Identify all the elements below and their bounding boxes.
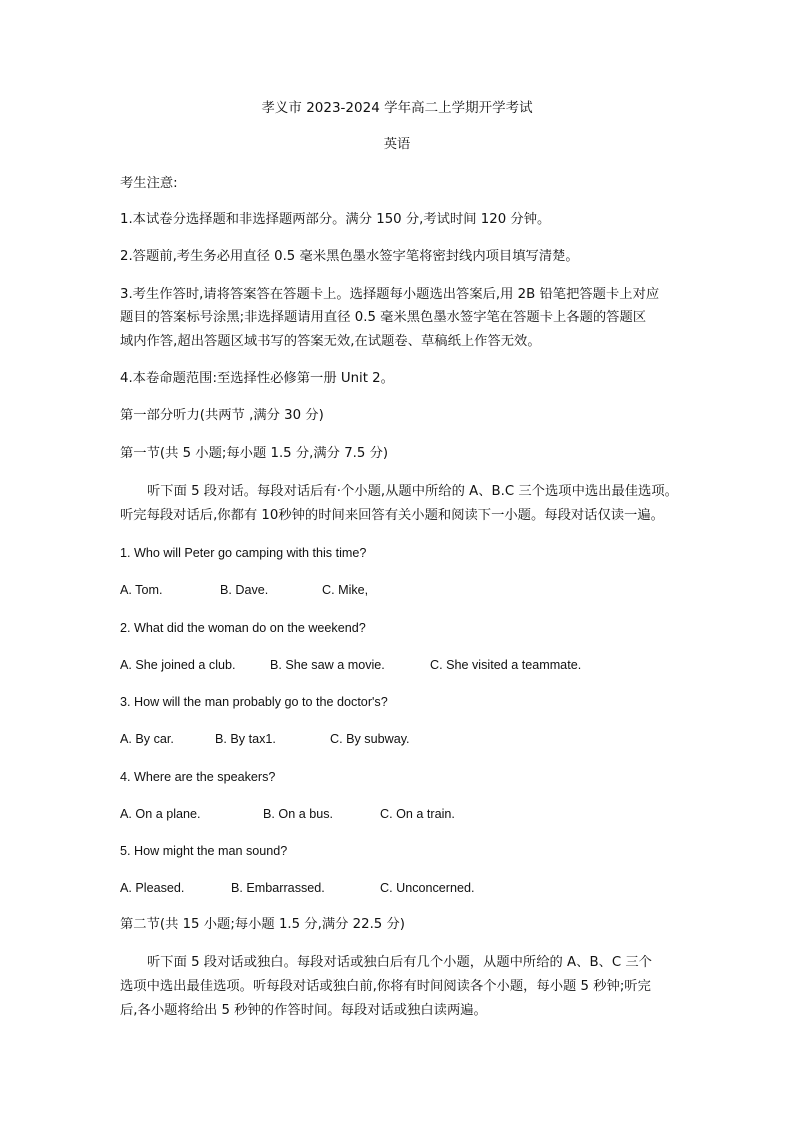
note-3-line-3: 域内作答,超出答题区域书写的答案无效,在试题卷、草稿纸上作答无效。 — [120, 334, 541, 349]
question-2: 2. What did the woman do on the weekend? — [120, 621, 366, 635]
question-4: 4. Where are the speakers? — [120, 770, 276, 784]
notice-heading: 考生注意: — [120, 176, 178, 191]
q5-option-a: A. Pleased. — [120, 881, 185, 895]
part1-heading: 第一部分听力(共两节 ,满分 30 分) — [120, 408, 324, 423]
section2-instructions-line-2: 选项中选出最佳选项。听每段对话或独白前,你将有时间阅读各个小题，每小题 5 秒钟;听完 — [120, 979, 651, 994]
section1-instructions-line-2: 听完每段对话后,你都有 10秒钟的时间来回答有关小题和阅读下一小题。每段对话仅读一遍。 — [120, 508, 664, 523]
q1-option-b: B. Dave. — [220, 583, 269, 597]
q3-option-a: A. By car. — [120, 732, 174, 746]
subject-title: 英语 — [383, 137, 411, 152]
q4-option-b: B. On a bus. — [263, 807, 334, 821]
q4-option-c: C. On a train. — [380, 807, 455, 821]
section1-heading: 第一节(共 5 小题;每小题 1.5 分,满分 7.5 分) — [120, 446, 389, 461]
q2-option-b: B. She saw a movie. — [270, 658, 385, 672]
q3-option-c: C. By subway. — [330, 732, 410, 746]
note-1: 1.本试卷分选择题和非选择题两部分。满分 150 分,考试时间 120 分钟。 — [120, 212, 551, 227]
section2-instructions-line-1: 听下面 5 段对话或独白。每段对话或独白后有几个小题，从题中所给的 A、B、C 三个 — [147, 955, 652, 970]
note-3-line-2: 题目的答案标号涂黑;非选择题请用直径 0.5 毫米黑色墨水签字笔在答题卡上各题的答题区 — [120, 310, 647, 325]
q5-option-c: C. Unconcerned. — [380, 881, 475, 895]
section2-heading: 第二节(共 15 小题;每小题 1.5 分,满分 22.5 分) — [120, 917, 405, 932]
note-3-line-1: 3.考生作答时,请将答案答在答题卡上。选择题每小题选出答案后,用 2B 铅笔把答题卡上对应 — [120, 287, 660, 302]
q4-option-a: A. On a plane. — [120, 807, 201, 821]
section1-instructions-line-1: 听下面 5 段对话。每段对话后有·个小题,从题中所给的 A、B.C 三个选项中选出最佳选项。 — [147, 484, 678, 499]
q3-option-b: B. By tax1. — [215, 732, 276, 746]
q1-option-a: A. Tom. — [120, 583, 163, 597]
q2-option-a: A. She joined a club. — [120, 658, 236, 672]
question-1: 1. Who will Peter go camping with this time? — [120, 546, 367, 560]
note-2: 2.答题前,考生务必用直径 0.5 毫米黑色墨水签字笔将密封线内项目填写清楚。 — [120, 249, 579, 264]
question-3: 3. How will the man probably go to the doctor's? — [120, 695, 388, 709]
q5-option-b: B. Embarrassed. — [231, 881, 325, 895]
note-4: 4.本卷命题范围:至选择性必修第一册 Unit 2。 — [120, 371, 394, 386]
q2-option-c: C. She visited a teammate. — [430, 658, 582, 672]
q1-option-c: C. Mike, — [322, 583, 369, 597]
section2-instructions-line-3: 后,各小题将给出 5 秒钟的作答时间。每段对话或独白读两遍。 — [120, 1003, 487, 1018]
exam-title: 孝义市 2023-2024 学年高二上学期开学考试 — [261, 100, 533, 116]
question-5: 5. How might the man sound? — [120, 844, 288, 858]
